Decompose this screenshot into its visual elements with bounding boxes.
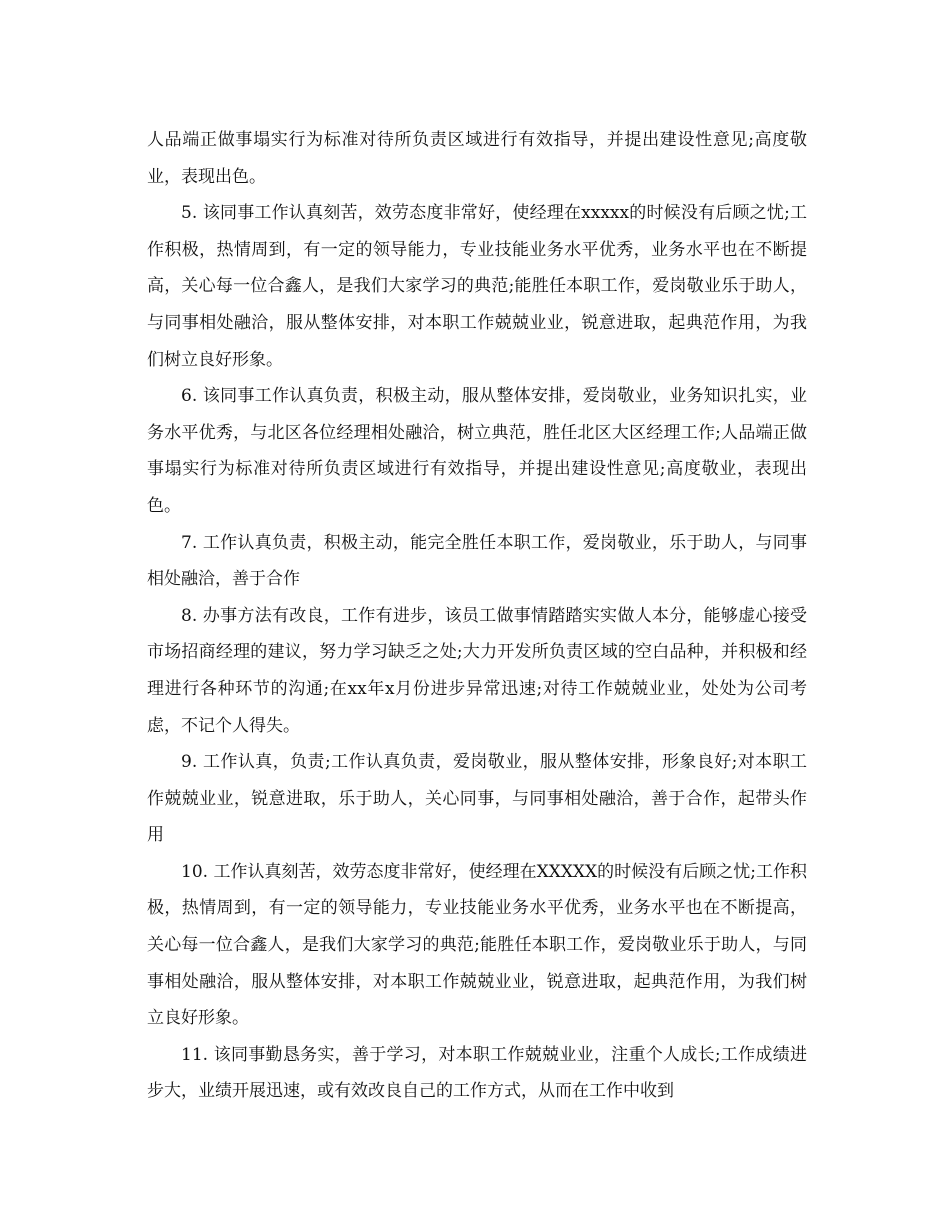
paragraph-item-5: 5. 该同事工作认真刻苦，效劳态度非常好，使经理在xxxxx的时候没有后顾之忧;工作积极，热情周到，有一定的领导能力，专业技能业务水平优秀，业务水平也在不断提高，关心每一位合鑫人，是我们大家学习的典范;能胜任本职工作，爱岗敬业乐于助人，与同事相处融洽，服从整体安排，对本职工作兢兢业业，锐意进取，起典范作用，为我们树立良好形象。 — [147, 203, 807, 370]
paragraph-item-11: 11. 该同事勤恳务实，善于学习，对本职工作兢兢业业，注重个人成长;工作成绩进步大，业绩开展迅速，或有效改良自己的工作方式，从而在工作中收到 — [147, 1044, 807, 1102]
paragraph-item-7: 7. 工作认真负责，积极主动，能完全胜任本职工作，爱岗敬业，乐于助人，与同事相处融洽，善于合作 — [147, 532, 807, 590]
paragraph-item-6: 6. 该同事工作认真负责，积极主动，服从整体安排，爱岗敬业，业务知识扎实，业务水平优秀，与北区各位经理相处融洽，树立典范，胜任北区大区经理工作;人品端正做事塌实行为标准对待所负责区域进行有效指导，并提出建设性意见;高度敬业，表现出色。 — [147, 386, 807, 516]
paragraph-item-10: 10. 工作认真刻苦，效劳态度非常好，使经理在XXXXX的时候没有后顾之忧;工作积极，热情周到，有一定的领导能力，专业技能业务水平优秀，业务水平也在不断提高，关心每一位合鑫人，是我们大家学习的典范;能胜任本职工作，爱岗敬业乐于助人，与同事相处融洽，服从整体安排，对本职工作兢兢业业，锐意进取，起典范作用，为我们树立良好形象。 — [147, 861, 807, 1029]
paragraph-continuation: 人品端正做事塌实行为标准对待所负责区域进行有效指导，并提出建设性意见;高度敬业，表现出色。 — [147, 130, 807, 187]
paragraph-item-8: 8. 办事方法有改良，工作有进步，该员工做事情踏踏实实做人本分，能够虚心接受市场招商经理的建议，努力学习缺乏之处;大力开发所负责区域的空白品种，并积极和经理进行各种环节的沟通;在xx年x月份进步异常迅速;对待工作兢兢业业，处处为公司考虑，不记个人得失。 — [147, 605, 807, 736]
paragraph-item-9: 9. 工作认真，负责;工作认真负责，爱岗敬业，服从整体安排，形象良好;对本职工作兢兢业业，锐意进取，乐于助人，关心同事，与同事相处融洽，善于合作，起带头作用 — [147, 752, 807, 846]
document-page — [147, 122, 807, 1110]
